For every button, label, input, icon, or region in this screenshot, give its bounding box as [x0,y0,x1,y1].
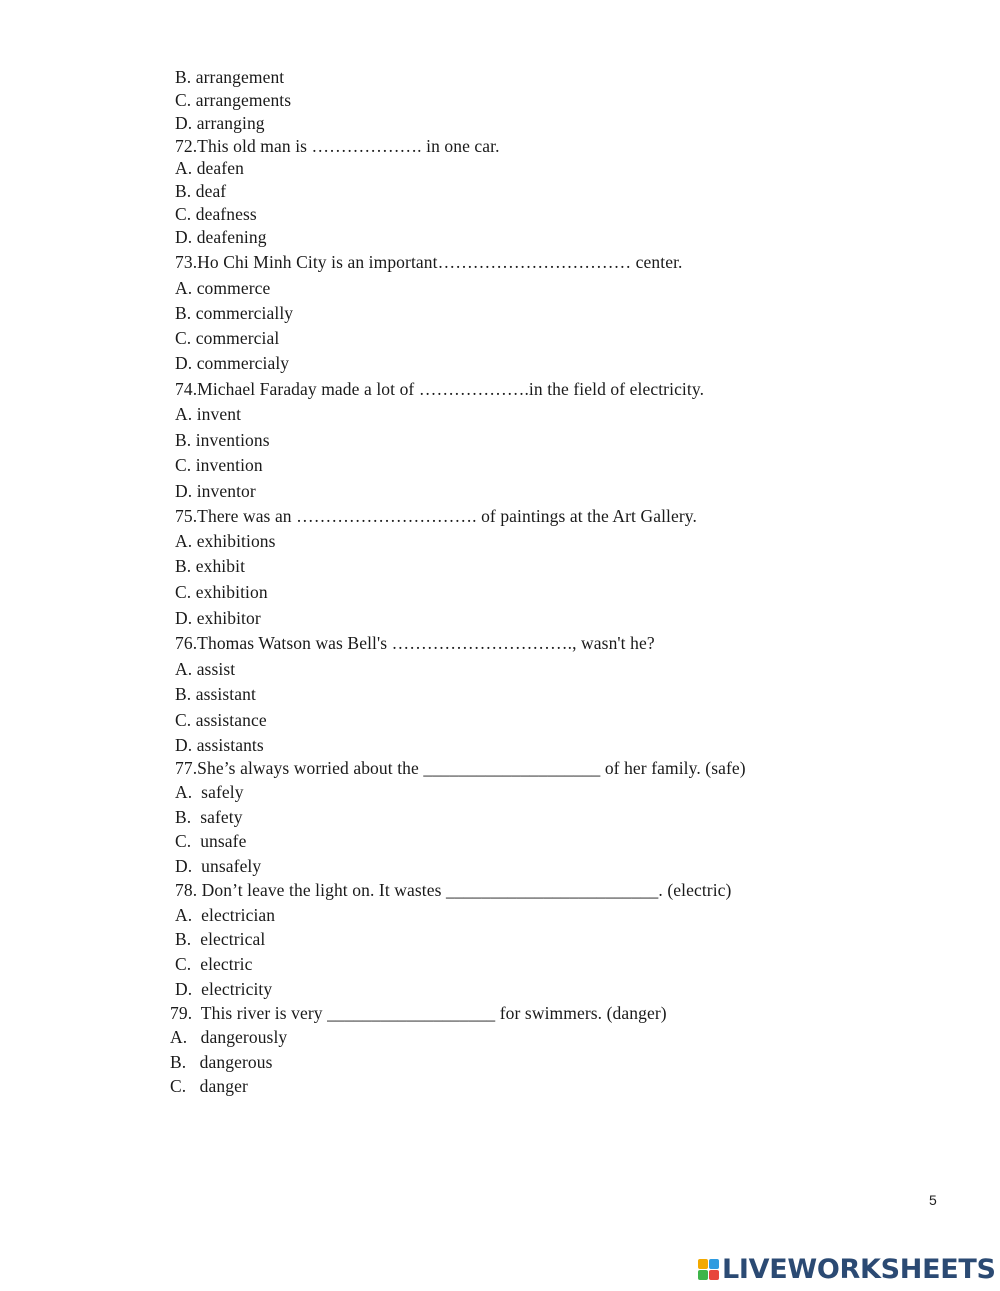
question-text: 77.She’s always worried about the ____________________ of her family. (safe) [175,758,746,778]
answer-option: A. assist [175,659,236,679]
question-text: 72.This old man is ………………. in one car. [175,136,500,156]
answer-option: B. commercially [175,303,294,323]
answer-option: A. deafen [175,158,244,178]
answer-option: B. electrical [175,929,266,949]
answer-option: B. dangerous [170,1052,273,1072]
answer-option: B. inventions [175,430,270,450]
question-text: 73.Ho Chi Minh City is an important…………………………… center. [175,252,683,272]
answer-option: C. arrangements [175,90,292,110]
answer-option: C. electric [175,954,253,974]
answer-option: C. commercial [175,328,280,348]
answer-option: B. assistant [175,684,256,704]
answer-option: A. dangerously [170,1027,288,1047]
answer-option: B. safety [175,807,243,827]
question-text: 78. Don’t leave the light on. It wastes ________________________. (electric) [175,880,732,900]
logo-text: LIVEWORKSHEETS [722,1253,996,1285]
page-number: 5 [929,1192,937,1208]
answer-option: D. inventor [175,481,256,501]
logo-square-icon [709,1270,719,1280]
answer-option: C. assistance [175,710,267,730]
answer-option: C. deafness [175,204,257,224]
answer-option: B. arrangement [175,67,285,87]
answer-option: C. unsafe [175,831,247,851]
answer-option: D. unsafely [175,856,262,876]
logo-square-icon [698,1270,708,1280]
answer-option: B. deaf [175,181,227,201]
answer-option: D. deafening [175,227,267,247]
question-text: 75.There was an …………………………. of paintings at the Art Gallery. [175,506,697,526]
answer-option: C. danger [170,1076,248,1096]
answer-option: A. electrician [175,905,276,925]
answer-option: A. safely [175,782,244,802]
question-text: 74.Michael Faraday made a lot of ……………….in the field of electricity. [175,379,705,399]
answer-option: C. exhibition [175,582,268,602]
logo-square-icon [709,1259,719,1269]
question-text: 76.Thomas Watson was Bell's …………………………., wasn't he? [175,633,655,653]
answer-option: D. assistants [175,735,264,755]
answer-option: D. arranging [175,113,265,133]
liveworksheets-logo[interactable] [698,1254,996,1284]
answer-option: B. exhibit [175,556,246,576]
question-text: 79. This river is very ___________________ for swimmers. (danger) [170,1003,667,1023]
answer-option: D. commercialy [175,353,290,373]
answer-option: A. commerce [175,278,271,298]
logo-square-icon [698,1259,708,1269]
answer-option: D. electricity [175,979,273,999]
answer-option: D. exhibitor [175,608,261,628]
answer-option: A. exhibitions [175,531,276,551]
answer-option: A. invent [175,404,242,424]
liveworksheets-logo-icon [698,1259,719,1280]
answer-option: C. invention [175,455,263,475]
